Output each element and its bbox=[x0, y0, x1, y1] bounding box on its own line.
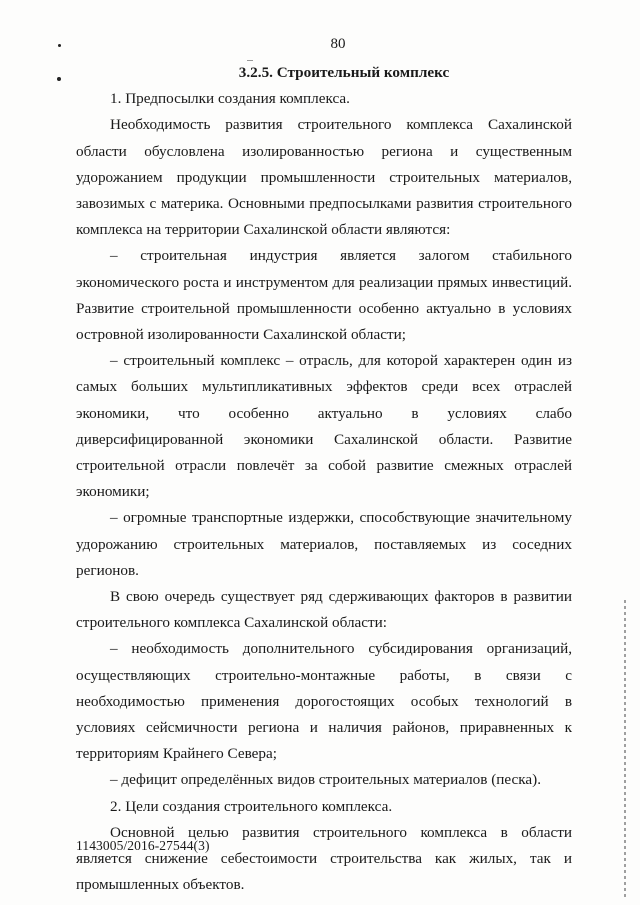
subsection-heading: 1. Предпосылки создания комплекса. bbox=[110, 90, 350, 108]
list-item: – строительный комплекс – отрасль, для которой характерен один из самых больших мультипликативных эффектов среди всех отраслей экономики, что особенно актуально в условиях слабо диверсифицированной экономики Сахалинской области. Развитие строительной отрасли повлечёт за собой развитие смежных отраслей экономики; bbox=[76, 352, 572, 501]
document-body bbox=[76, 60, 572, 899]
paragraph: В свою очередь существует ряд сдерживающих факторов в развитии строительного комплекса Сахалинской области: bbox=[76, 588, 572, 632]
section-title: 3.2.5. Строительный комплекс bbox=[238, 64, 450, 81]
subsection-heading: 2. Цели создания строительного комплекса. bbox=[110, 797, 393, 815]
list-item: – дефицит определённых видов строительных материалов (песка). bbox=[110, 771, 542, 789]
scan-edge-artifact bbox=[624, 600, 626, 900]
scan-speck bbox=[57, 77, 61, 81]
list-item: – строительная индустрия является залогом стабильного экономического роста и инструментом для реализации прямых инвестиций. Развитие строительной промышленности особенно актуально в условиях островной изолированности Сахалинской области; bbox=[76, 247, 572, 344]
list-item: – необходимость дополнительного субсидирования организаций, осуществляющих строительно-монтажные работы, в связи с необходимостью применения дорогостоящих особых технологий в условиях сейсмичности региона и наличия районов, приравненных к территориям Крайнего Севера; bbox=[76, 640, 572, 763]
paragraph: Основной целью развития строительного комплекса в области является снижение себестоимости строительства как жилых, так и промышленных объектов. bbox=[76, 823, 572, 894]
paragraph: Необходимость развития строительного комплекса Сахалинской области обусловлена изолированностью региона и существенным удорожанием продукции промышленности строительных материалов, завозимых с материка. Основными предпосылками развития строительного комплекса на территории Сахалинской области являются: bbox=[76, 116, 572, 239]
document-code: 1143005/2016-27544(3) bbox=[76, 838, 210, 853]
page-number: 80 bbox=[330, 36, 346, 52]
list-item: – огромные транспортные издержки, способствующие значительному удорожанию строительных материалов, поставляемых из соседних регионов. bbox=[76, 509, 572, 579]
